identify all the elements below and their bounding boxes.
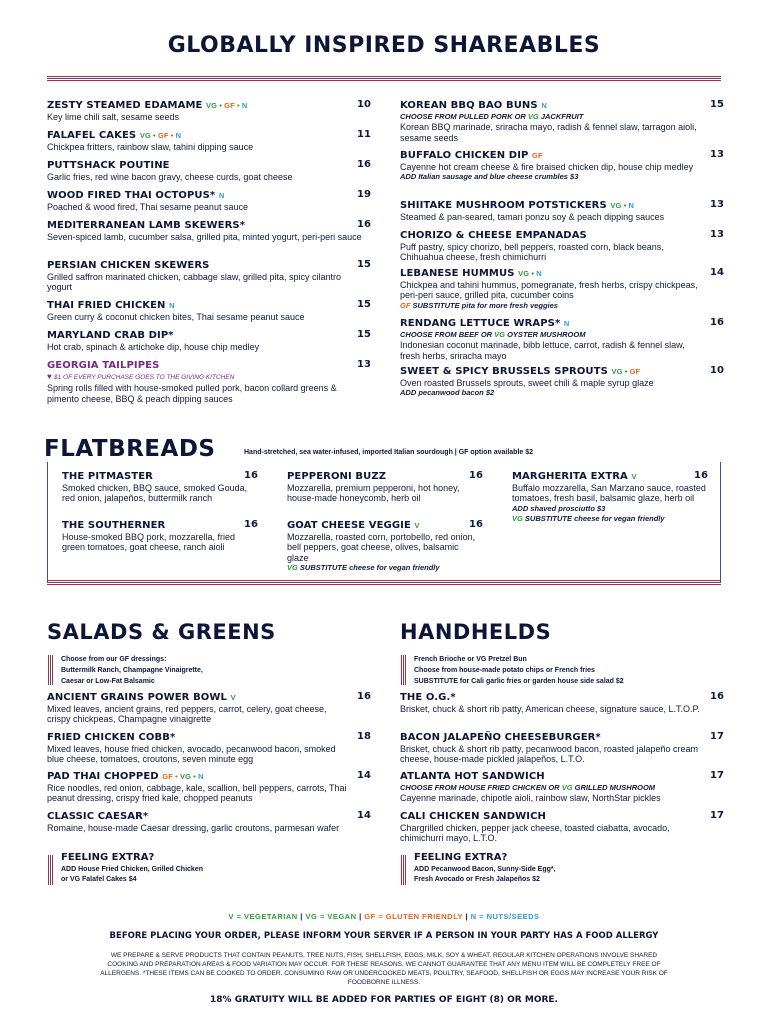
legend-nuts-seeds: N = NUTS/SEEDS (470, 912, 540, 921)
handheld-item-price: 17 (710, 770, 724, 781)
shareable-item (400, 199, 724, 222)
handhelds-note-line-2: Choose from house-made potato chips or French fries (414, 667, 595, 674)
page-title: GLOBALLY INSPIRED SHAREABLES (167, 33, 601, 58)
diet-tag-gf: GF (400, 300, 411, 310)
shareable-item-price: 15 (357, 259, 371, 270)
shareable-item-description: Seven-spiced lamb, cucumber salsa, grilled pita, minted yogurt, peri-peri sauce (47, 232, 362, 242)
shareable-item (47, 159, 371, 182)
shareable-item-description: Key lime chili salt, sesame seeds (47, 112, 180, 122)
handheld-item-title: BACON JALAPEÑO CHEESEBURGER* (400, 732, 601, 743)
shareable-item-description: Oven roasted Brussels sprouts, sweet chili & maple syrup glaze (400, 378, 654, 388)
diet-tag-vg: VG (610, 201, 622, 210)
handheld-item-title: THE O.G.* (400, 692, 456, 703)
shareable-item-price: 13 (710, 229, 724, 240)
diet-tag-n: N (628, 201, 635, 210)
shareable-item (47, 359, 371, 404)
flatbread-item-description: Buffalo mozzarella, San Marzano sauce, roasted tomatoes, fresh basil, balsamic glaze, herb oil (512, 483, 706, 504)
salad-item (47, 691, 371, 725)
handheld-item (400, 770, 724, 804)
flatbread-item-description: Mozzarella, premium pepperoni, hot honey, house-made honeycomb, herb oil (287, 483, 460, 504)
salad-item-name (47, 732, 347, 744)
shareable-item-title: LEBANESE HUMMUS (400, 268, 515, 279)
salad-item-name (47, 692, 347, 704)
handheld-item-description: Brisket, chuck & short rib patty, pecanwood bacon, roasted jalapeño cream cheese, house-made pickled jalapeños, L.T.O. (400, 744, 698, 765)
diet-tag-n: N (563, 319, 570, 328)
salad-item-price: 14 (357, 810, 371, 821)
shareable-item-name (47, 160, 362, 172)
shareable-item (400, 317, 724, 361)
shareable-item (47, 99, 371, 122)
title-stripe (47, 76, 721, 82)
tag-sep: • (622, 367, 630, 376)
shareable-item-description: Steamed & pan-seared, tamari ponzu soy & peach dipping sauces (400, 212, 665, 222)
flatbread-item-price: 16 (694, 470, 708, 481)
shareable-item (400, 365, 724, 399)
flatbread-item-price: 16 (469, 519, 483, 530)
flatbread-item-price: 16 (244, 519, 258, 530)
tag-sep: • (217, 101, 225, 110)
shareable-item-price: 16 (710, 317, 724, 328)
handheld-item-price: 17 (710, 810, 724, 821)
heart-icon: ♥ (47, 372, 54, 381)
diet-tag-vg: VG (139, 131, 151, 140)
flatbread-item-title: MARGHERITA EXTRA (512, 471, 628, 482)
shareable-item-description: Chickpea fritters, rainbow slaw, tahini dipping sauce (47, 142, 254, 152)
handheld-item-price: 17 (710, 731, 724, 742)
salads-dressing-note (61, 654, 203, 687)
diet-tag-vg: VG (206, 101, 218, 110)
shareable-item-name (400, 268, 700, 280)
flatbread-item-price: 16 (469, 470, 483, 481)
shareable-item-name (400, 230, 700, 242)
shareable-item-name (47, 220, 362, 232)
diet-tag-v: V (414, 521, 420, 530)
shareable-item-title: RENDANG LETTUCE WRAPS* (400, 318, 561, 329)
shareable-item-name (47, 130, 362, 142)
shareable-item-price: 13 (357, 359, 371, 370)
dressing-line-1: Choose from our GF dressings: (61, 656, 167, 663)
flatbread-item-title: PEPPERONI BUZZ (287, 471, 387, 482)
salads-extra-bars (48, 855, 54, 885)
dressing-line-3: Caesar or Low-Fat Balsamic (61, 678, 155, 685)
handhelds-title: HANDHELDS (400, 620, 552, 644)
shareable-item-description: Hot crab, spinach & artichoke dip, house chip medley (47, 342, 260, 352)
shareable-item-title: SHIITAKE MUSHROOM POTSTICKERS (400, 200, 607, 211)
flatbread-item-title: THE PITMASTER (62, 471, 153, 482)
salad-item-title: ANCIENT GRAINS POWER BOWL (47, 692, 227, 703)
diet-tag-v: V (631, 472, 637, 481)
flatbread-item-name (287, 520, 482, 532)
shareable-item-price: 14 (710, 267, 724, 278)
handhelds-extra-line-1: ADD Pecanwood Bacon, Sunny-Side Egg*, (414, 866, 556, 873)
handhelds-extra (414, 852, 556, 885)
shareable-item-title: FALAFEL CAKES (47, 130, 137, 141)
gratuity-notice: 18% GRATUITY WILL BE ADDED FOR PARTIES OF EIGHT (8) OR MORE. (210, 995, 558, 1005)
flatbread-item-title: GOAT CHEESE VEGGIE (287, 520, 411, 531)
salad-item-description: Romaine, house-made Caesar dressing, garlic croutons, parmesan wafer (47, 823, 340, 833)
diet-tag-v: V (230, 693, 236, 702)
diet-tag-n: N (536, 269, 542, 278)
salad-item-description: Rice noodles, red onion, cabbage, kale, scallion, bell peppers, carrots, Thai peanut dressing, crispy fried kale, chopped peanuts (47, 783, 347, 804)
shareable-item-choice: CHOOSE FROM PULLED PORK OR VG JACKFRUIT (400, 112, 584, 121)
handhelds-note-bars (401, 655, 407, 685)
flatbread-item (287, 520, 482, 574)
flatbread-item-description: Smoked chicken, BBQ sauce, smoked Gouda, red onion, jalapeños, buttermilk ranch (62, 483, 248, 504)
shareable-item-addon: GF SUBSTITUTE pita for more fresh veggies (400, 300, 558, 310)
salad-item-name (47, 811, 347, 823)
shareable-item-name (400, 150, 700, 162)
dietary-legend: V = VEGETARIAN | VG = VEGAN | GF = GLUTEN FRIENDLY | N = NUTS/SEEDS (228, 912, 540, 921)
tag-sep: • (172, 772, 180, 781)
handhelds-note (414, 654, 624, 687)
shareable-item-price: 13 (710, 199, 724, 210)
diet-tag-n: N (541, 101, 547, 110)
shareable-item-name (47, 190, 362, 202)
flatbread-item-description: Mozzarella, roasted corn, portobello, red onion, bell peppers, goat cheese, olives, balsamic glaze (287, 532, 476, 563)
shareable-item-description: Garlic fries, red wine bacon gravy, cheese curds, goat cheese (47, 172, 293, 182)
shareable-item-addon: ADD pecanwood bacon $2 (400, 388, 495, 398)
salads-extra (61, 852, 203, 885)
handhelds-note-line-1: French Brioche or VG Pretzel Bun (414, 656, 527, 663)
diet-tag-vg: VG (512, 514, 523, 524)
handheld-item-description: Brisket, chuck & short rib patty, American cheese, signature sauce, L.T.O.P. (400, 704, 700, 714)
handhelds-extra-line-2: Fresh Avocado or Fresh Jalapeños $2 (414, 876, 540, 883)
tag-sep: • (621, 201, 629, 210)
shareable-item-price: 19 (357, 189, 371, 200)
handheld-item-title: ATLANTA HOT SANDWICH (400, 771, 545, 782)
shareable-item-price: 15 (357, 329, 371, 340)
shareable-item-price: 10 (710, 365, 724, 376)
shareable-item-description: Puff pastry, spicy chorizo, bell peppers, roasted corn, black beans, Chihuahua cheese, fresh chimichurri (400, 242, 664, 263)
shareable-item-title: PERSIAN CHICKEN SKEWERS (47, 260, 210, 271)
salad-item-price: 14 (357, 770, 371, 781)
flatbread-item-addon: ADD shaved prosciutto $3 (512, 503, 606, 513)
shareable-item-title: THAI FRIED CHICKEN (47, 300, 166, 311)
diet-tag-gf: GF (224, 101, 235, 110)
flatbread-item (512, 471, 707, 525)
shareable-item (47, 219, 371, 242)
flatbreads-note (244, 448, 533, 458)
shareable-item-price: 10 (357, 99, 371, 110)
flatbread-item-addon: VG SUBSTITUTE cheese for vegan friendly (512, 514, 665, 524)
salads-extra-title: FEELING EXTRA? (61, 852, 155, 863)
shareable-item-name (400, 200, 700, 212)
diet-tag-vg: VG (518, 269, 530, 278)
flatbread-item-name (512, 471, 707, 483)
salad-item-description: Mixed leaves, ancient grains, red peppers, carrot, celery, goat cheese, crispy chickpeas, Champagne vinaigrette (47, 704, 327, 725)
shareable-item (400, 229, 724, 263)
salad-item (47, 770, 371, 804)
shareable-item-title: ZESTY STEAMED EDAMAME (47, 100, 203, 111)
diet-tag-n: N (198, 772, 204, 781)
shareable-item-addon: ADD Italian sausage and blue cheese crumbles $3 (400, 172, 579, 182)
diet-tag-vg: VG (287, 563, 298, 573)
dressing-line-2: Buttermilk Ranch, Champagne Vinaigrette, (61, 667, 203, 674)
flatbread-item (62, 471, 257, 504)
diet-tag-gf: GF (162, 772, 173, 781)
shareable-item-description: Chickpea and tahini hummus, pomegranate, fresh herbs, crispy chickpeas, peri-peri sauce, grilled pita, cucumber coins (400, 280, 698, 301)
salad-item-price: 18 (357, 731, 371, 742)
diet-tag-n: N (169, 301, 175, 310)
tag-sep: • (234, 101, 242, 110)
salad-item-title: FRIED CHICKEN COBB* (47, 732, 176, 743)
flatbreads-note-text: Hand-stretched, sea water-infused, imported Italian sourdough | GF option available $2 (244, 449, 534, 456)
shareable-item-title: MEDITERRANEAN LAMB SKEWERS* (47, 220, 246, 231)
salads-extra-line-2: or VG Falafel Cakes $4 (61, 876, 137, 883)
diet-tag-vg: VG (179, 772, 192, 781)
flatbreads-stripe (47, 580, 721, 586)
salad-item (47, 731, 371, 765)
tag-sep: • (191, 772, 199, 781)
shareable-item-name (400, 366, 700, 378)
shareable-item-description: Green curry & coconut chicken bites, Thai sesame peanut sauce (47, 312, 305, 322)
shareable-item-name (47, 330, 362, 342)
allergen-fine-print: WE PREPARE & SERVE PRODUCTS THAT CONTAIN PEANUTS, TREE NUTS, FISH, SHELLFISH, EGGS, MILK, SOY & WHEAT. REGULAR KITCHEN OPERATIONS INVOLVE SHARED COOKING AND PREPARATION AREAS & FOOD VARIATION MAY OCCUR. FOR THESE REASONS, WE CANNOT GUARANTEE THAT ANY MENU ITEM WILL BE COMPLETELY FREE OF ALLERGENS. *THESE ITEMS CAN BE COOKED TO ORDER. CONSUMING RAW OR UNDERCOOKED MEATS, POULTRY, SEAFOOD, SHELLFISH OR EGGS MAY INCREASE YOUR RISK OF FOODBORNE ILLNESS. (100, 952, 668, 986)
diet-tag-n: N (175, 131, 182, 140)
handheld-item (400, 691, 724, 714)
shareable-item-price: 13 (710, 149, 724, 160)
handheld-item-name (400, 811, 700, 823)
flatbread-item-price: 16 (244, 470, 258, 481)
shareable-item (47, 299, 371, 322)
salad-item-price: 16 (357, 691, 371, 702)
handheld-item-price: 16 (710, 691, 724, 702)
flatbread-item-name (287, 471, 482, 483)
flatbreads-title: FLATBREADS (44, 436, 216, 462)
shareable-item-price: 11 (357, 129, 371, 140)
salad-item-name (47, 771, 347, 783)
shareable-item (400, 267, 724, 311)
handhelds-note-line-3: SUBSTITUTE for Cali garlic fries or garden house side salad $2 (414, 678, 624, 685)
flatbread-item-addon: VG SUBSTITUTE cheese for vegan friendly (287, 563, 440, 573)
shareable-item-title: KOREAN BBQ BAO BUNS (400, 100, 538, 111)
salads-title: SALADS & GREENS (47, 620, 276, 644)
flatbread-item-name (62, 520, 257, 532)
shareable-item-choice: CHOOSE FROM BEEF OR VG OYSTER MUSHROOM (400, 330, 586, 339)
flatbread-item (287, 471, 482, 504)
salads-extra-line-1: ADD House Fried Chicken, Grilled Chicken (61, 866, 203, 873)
shareable-item-name (47, 100, 362, 112)
diet-tag-vg: VG (561, 783, 573, 792)
diet-tag-n: N (218, 191, 225, 200)
handheld-item-name (400, 692, 700, 704)
shareable-item-price: 15 (357, 299, 371, 310)
handheld-item (400, 810, 724, 844)
shareable-item-charity-note: ♥ $1 OF EVERY PURCHASE GOES TO THE GIVING KITCHEN (47, 372, 235, 381)
salads-note-bars (48, 655, 54, 685)
handheld-item-description: Chargrilled chicken, pepper jack cheese, toasted ciabatta, avocado, chimichurri mayo, L.T.O. (400, 823, 670, 844)
shareable-item-title: SWEET & SPICY BRUSSELS SPROUTS (400, 366, 608, 377)
salad-item-description: Mixed leaves, house fried chicken, avocado, pecanwood bacon, smoked blue cheese, tomatoes, croutons, seven minute egg (47, 744, 336, 765)
shareable-item-description: Poached & wood fired, Thai sesame peanut sauce (47, 202, 248, 212)
legend-gluten-friendly: GF = GLUTEN FRIENDLY (364, 912, 463, 921)
shareable-item (47, 189, 371, 212)
legend-vegetarian: V = VEGETARIAN (228, 912, 298, 921)
shareable-item-name (47, 260, 362, 272)
legend-vegan: VG = VEGAN (305, 912, 357, 921)
shareable-item-title: BUFFALO CHICKEN DIP (400, 150, 529, 161)
tag-sep: • (150, 131, 158, 140)
shareable-item-price: 16 (357, 159, 371, 170)
handheld-item (400, 731, 724, 765)
diet-tag-vg: VG (494, 330, 506, 339)
shareable-item (400, 149, 724, 183)
handheld-item-choice: CHOOSE FROM HOUSE FRIED CHICKEN OR VG GRILLED MUSHROOM (400, 783, 656, 792)
shareable-item-name (47, 360, 362, 372)
diet-tag-vg: VG (527, 112, 539, 121)
salad-item (47, 810, 371, 833)
shareable-item-description: Cayenne hot cream cheese & fire braised chicken dip, house chip medley (400, 162, 694, 172)
shareable-item-description: Korean BBQ marinade, sriracha mayo, radish & fennel slaw, tarragon aioli, sesame seeds (400, 122, 697, 143)
shareable-item-title: CHORIZO & CHEESE EMPANADAS (400, 230, 587, 241)
handhelds-extra-bars (401, 855, 407, 885)
shareable-item-price: 15 (710, 99, 724, 110)
shareable-item-description: Spring rolls filled with house-smoked pulled pork, bacon collard greens & pimento cheese, BBQ & peach dipping sauces (47, 383, 337, 404)
shareable-item-name (47, 300, 362, 312)
shareable-item-price: 16 (357, 219, 371, 230)
shareable-item-name (400, 100, 700, 112)
salad-item-title: PAD THAI CHOPPED (47, 771, 159, 782)
tag-sep: • (168, 131, 176, 140)
diet-tag-vg: VG (611, 367, 623, 376)
flatbread-item-name (62, 471, 257, 483)
diet-tag-gf: GF (629, 367, 641, 376)
shareable-item-name (400, 318, 700, 330)
shareable-item (400, 99, 724, 143)
salad-item-title: CLASSIC CAESAR* (47, 811, 149, 822)
handheld-item-name (400, 732, 700, 744)
tag-sep: • (529, 269, 537, 278)
flatbread-item (62, 520, 257, 553)
handheld-item-description: Cayenne marinade, chipotle aioli, rainbow slaw, NorthStar pickles (400, 793, 661, 804)
flatbread-item-title: THE SOUTHERNER (62, 520, 166, 531)
diet-tag-gf: GF (157, 131, 169, 140)
shareable-item-title: WOOD FIRED THAI OCTOPUS* (47, 190, 216, 201)
shareable-item (47, 329, 371, 352)
diet-tag-n: N (241, 101, 248, 110)
shareable-item-title: MARYLAND CRAB DIP* (47, 330, 174, 341)
allergy-notice: BEFORE PLACING YOUR ORDER, PLEASE INFORM YOUR SERVER IF A PERSON IN YOUR PARTY HAS A FOOD ALLERGY (109, 931, 659, 941)
shareable-item (47, 259, 371, 293)
flatbread-item-description: House-smoked BBQ pork, mozzarella, fried green tomatoes, goat cheese, ranch aioli (62, 532, 236, 553)
shareable-item-title: GEORGIA TAILPIPES (47, 360, 160, 371)
shareable-item-title: PUTTSHACK POUTINE (47, 160, 170, 171)
diet-tag-gf: GF (532, 151, 543, 160)
handheld-item-name (400, 771, 700, 783)
handheld-item-title: CALI CHICKEN SANDWICH (400, 811, 547, 822)
handhelds-extra-title: FEELING EXTRA? (414, 852, 508, 863)
shareable-item-description: Grilled saffron marinated chicken, cabbage slaw, grilled pita, spicy cilantro yogurt (47, 272, 341, 293)
shareable-item-description: Indonesian coconut marinade, bibb lettuce, carrot, radish & fennel slaw, fresh herbs, sriracha mayo (400, 340, 685, 361)
shareable-item (47, 129, 371, 152)
